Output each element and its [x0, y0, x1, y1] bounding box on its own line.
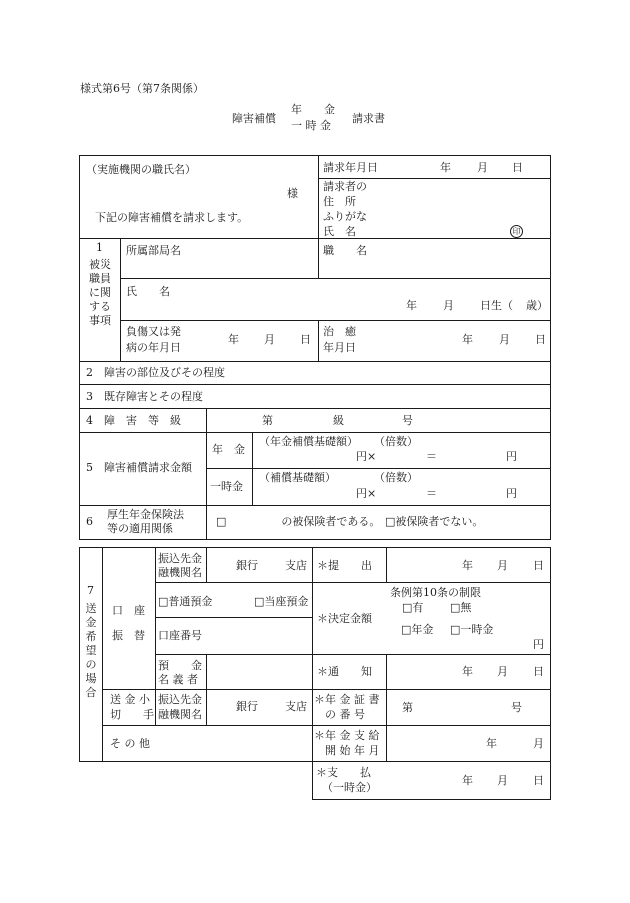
- hosho-base-label: （補償基礎額）: [259, 471, 336, 484]
- meigi-label-2: 名 義 者: [158, 673, 198, 686]
- teishutsu-year: 年: [462, 559, 473, 572]
- row-6-label-2: 等の適用関係: [107, 522, 173, 535]
- tsuchi-label: ＊通 知: [317, 665, 372, 678]
- sokin-label-2: 切 手: [110, 708, 154, 721]
- bank-label-3: 振込先金: [158, 693, 202, 706]
- nenkin-yen-x: 円×: [356, 450, 377, 463]
- tsuchi-day: 日: [533, 665, 544, 678]
- bank-label-1: 振込先金: [158, 552, 202, 565]
- official-name-label: （実施機関の職氏名）: [86, 163, 196, 176]
- injury-date-label-1: 負傷又は発: [126, 325, 181, 338]
- tsuchi-month: 月: [497, 665, 508, 678]
- title-right: 請求書: [352, 112, 385, 125]
- kettei-yen: 円: [533, 638, 544, 651]
- injury-day: 日: [300, 333, 311, 346]
- shiharai-day: 日: [533, 774, 544, 787]
- ichijikin-label: 一時金: [210, 480, 243, 493]
- shosho-label-2: の 番 号: [325, 708, 365, 721]
- not-insured-option[interactable]: □被保険者でない。: [385, 515, 484, 528]
- cure-label-2: 年月日: [323, 341, 356, 354]
- shikyu-year: 年: [486, 737, 497, 750]
- koza-label: 口 座: [112, 604, 145, 617]
- sec7-vertical-label: 送金希望の場合: [85, 602, 97, 699]
- row-2-label: 2 障害の部位及びその程度: [86, 366, 225, 379]
- ginko-label-2: 銀行: [236, 700, 258, 713]
- request-date-label: 請求年月日: [323, 161, 378, 174]
- ichijikin-option[interactable]: □一時金: [450, 623, 494, 636]
- bank-label-2: 融機関名: [158, 566, 202, 579]
- row-5-label: 5 障害補償請求金額: [86, 461, 192, 474]
- jorei-label: 条例第10条の制限: [390, 586, 481, 599]
- shikyu-month: 月: [533, 737, 544, 750]
- meigi-label-1: 預 金: [158, 659, 202, 672]
- row-6-label-1: 厚生年金保険法: [107, 508, 184, 521]
- sama-label: 様: [287, 187, 298, 200]
- seal-mark: 印: [510, 225, 523, 238]
- ichiji-yen: 円: [506, 487, 517, 500]
- nenkin-yen: 円: [506, 450, 517, 463]
- birth-month: 月: [443, 299, 454, 312]
- grade-dai: 第: [262, 414, 273, 427]
- birth-year: 年: [406, 299, 417, 312]
- form-number: 様式第6号（第7条関係）: [80, 82, 204, 95]
- ichiji-equal: ＝: [426, 487, 437, 500]
- cure-month: 月: [499, 333, 510, 346]
- dept-label: 所属部局名: [126, 244, 181, 257]
- futsu-option[interactable]: □普通預金: [158, 595, 213, 608]
- request-text: 下記の障害補償を請求します。: [95, 211, 249, 224]
- account-number-label: 口座番号: [158, 629, 202, 642]
- mu-option[interactable]: □無: [450, 601, 472, 614]
- teishutsu-month: 月: [497, 559, 508, 572]
- request-day: 日: [512, 161, 523, 174]
- toza-option[interactable]: □当座預金: [254, 595, 309, 608]
- injury-month: 月: [264, 333, 275, 346]
- cure-year: 年: [462, 333, 473, 346]
- teishutsu-day: 日: [533, 559, 544, 572]
- injury-year: 年: [228, 333, 239, 346]
- title-bottom: 一 時 金: [291, 119, 331, 132]
- shosho-label-1: ＊年 金 証 書: [314, 693, 380, 706]
- cure-label-1: 治 癒: [323, 325, 356, 338]
- employee-name-label: 氏 名: [126, 285, 170, 298]
- birth-day: 日生（: [480, 299, 513, 312]
- request-year: 年: [440, 161, 451, 174]
- nenkin-baisu-label: （倍数）: [374, 435, 418, 448]
- claimant-name-label: 氏 名: [323, 225, 356, 238]
- cure-day: 日: [535, 333, 546, 346]
- furigana-label: ふりがな: [323, 210, 367, 223]
- sec2-vertical-label: 被災職員に関する事項: [89, 258, 111, 327]
- shikyu-label-2: 開 始 年 月: [325, 744, 380, 757]
- nenkin-base-label: （年金補償基礎額）: [259, 435, 358, 448]
- ichiji-yen-x: 円×: [356, 487, 377, 500]
- bank-label-4: 融機関名: [158, 708, 202, 721]
- sokin-label-1: 送 金 小: [110, 693, 150, 706]
- teishutsu-label: ＊提 出: [317, 559, 372, 572]
- ichiji-baisu-label: （倍数）: [374, 471, 418, 484]
- title-left: 障害補償: [232, 112, 276, 125]
- shiten-label-2: 支店: [285, 700, 307, 713]
- shiharai-label-2: （一時金）: [322, 781, 377, 794]
- nenkin-label: 年 金: [212, 443, 245, 456]
- title-top: 年 金: [291, 103, 335, 116]
- ginko-label: 銀行: [236, 559, 258, 572]
- sonota-label: そ の 他: [110, 737, 150, 750]
- insured-option[interactable]: □ の被保険者である。: [216, 515, 381, 528]
- shiharai-label-1: ＊支 払: [316, 766, 371, 779]
- shosho-go: 号: [511, 701, 522, 714]
- shikyu-label-1: ＊年 金 支 給: [314, 729, 380, 742]
- shiharai-year: 年: [462, 774, 473, 787]
- shosho-dai: 第: [402, 701, 413, 714]
- nenkin-equal: ＝: [426, 450, 437, 463]
- post-label: 職 名: [323, 244, 367, 257]
- yu-option[interactable]: □有: [402, 601, 424, 614]
- nenkin-option[interactable]: □年金: [401, 623, 434, 636]
- row-3-label: 3 既存障害とその程度: [86, 390, 203, 403]
- address-label-1: 請求者の: [323, 180, 367, 193]
- address-label-2: 住 所: [323, 195, 356, 208]
- shiharai-month: 月: [497, 774, 508, 787]
- injury-date-label-2: 病の年月日: [126, 341, 181, 354]
- sec2-number: 1: [96, 241, 103, 254]
- kettei-label: ＊決定金額: [317, 612, 372, 625]
- request-month: 月: [477, 161, 488, 174]
- grade-kyu: 級: [333, 414, 344, 427]
- sec7-number: 7: [87, 584, 94, 597]
- furikae-label: 振 替: [112, 629, 145, 642]
- row-6-number: 6: [86, 515, 93, 528]
- row-4-label: 4 障 害 等 級: [86, 414, 181, 427]
- tsuchi-year: 年: [462, 665, 473, 678]
- shiten-label: 支店: [285, 559, 307, 572]
- grade-go: 号: [402, 414, 413, 427]
- age: 歳）: [526, 299, 548, 312]
